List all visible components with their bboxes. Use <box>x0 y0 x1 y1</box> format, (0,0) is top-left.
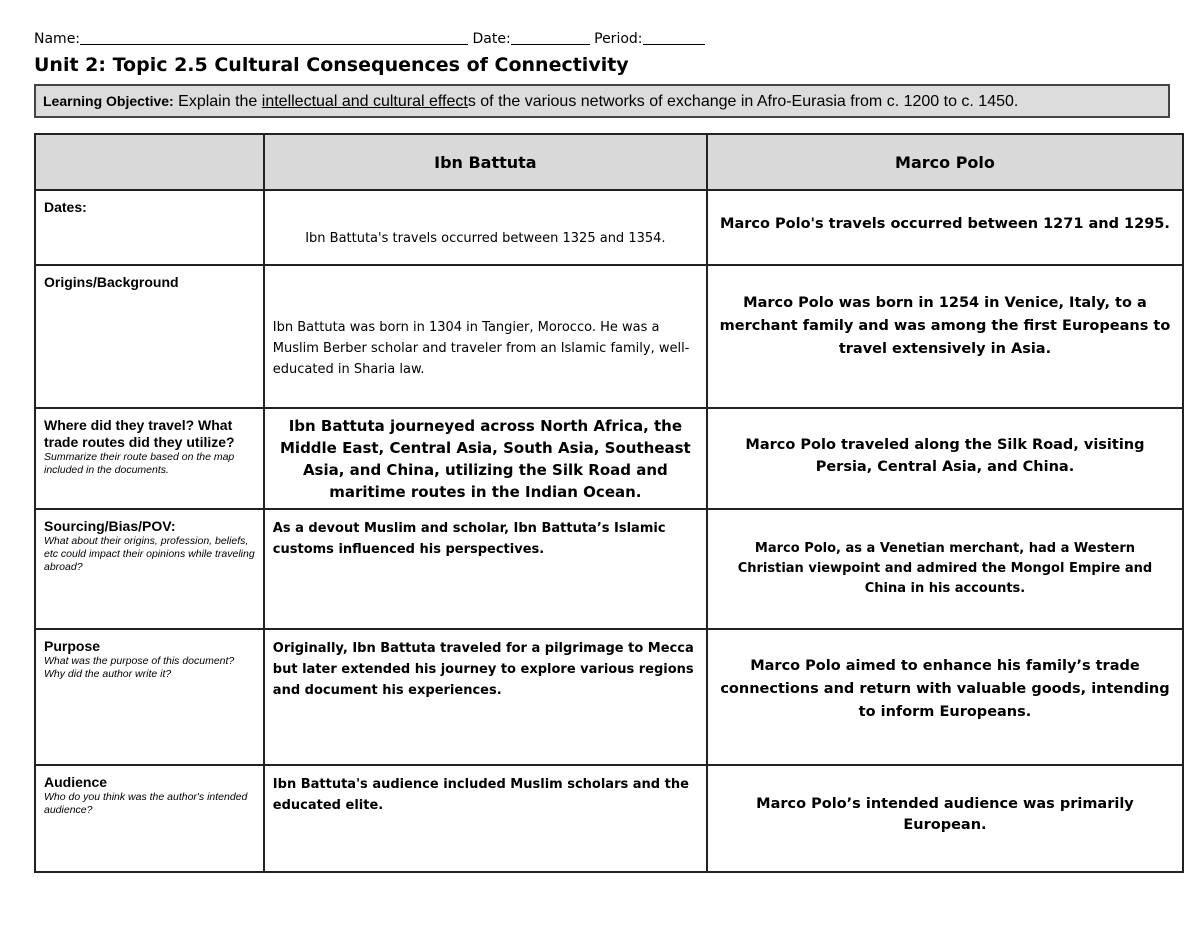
period-blank[interactable] <box>643 30 705 45</box>
ibn-dates-cell[interactable]: Ibn Battuta's travels occurred between 1325 and 1354. <box>264 190 707 265</box>
page-title: Unit 2: Topic 2.5 Cultural Consequences of Connectivity <box>34 54 629 76</box>
comparison-table <box>34 133 1184 873</box>
row-label-audience <box>35 765 264 872</box>
row-label-text: Origins/Background <box>44 274 179 290</box>
row-label-text: Sourcing/Bias/POV: <box>44 518 176 534</box>
row-label-hint: What about their origins, profession, beliefs, etc could impact their opinions while traveling abroad? <box>44 535 255 573</box>
row-label-hint: What was the purpose of this document? Why did the author write it? <box>44 655 235 680</box>
table-row <box>35 629 1183 765</box>
row-label-text: Dates: <box>44 199 87 215</box>
date-label: Date: <box>472 31 511 47</box>
ibn-purpose-cell[interactable]: Originally, Ibn Battuta traveled for a pilgrimage to Mecca but later extended his journey to explore various regions and document his experiences. <box>264 629 707 765</box>
polo-origins-cell[interactable]: Marco Polo was born in 1254 in Venice, Italy, to a merchant family and was among the first Europeans to travel extensively in Asia. <box>707 265 1183 408</box>
row-label-sourcing <box>35 509 264 629</box>
table-row <box>35 190 1183 265</box>
polo-audience-cell[interactable]: Marco Polo’s intended audience was primarily European. <box>707 765 1183 872</box>
row-label-text: Where did they travel? What trade routes did they utilize? <box>44 417 235 450</box>
polo-travel-cell[interactable]: Marco Polo traveled along the Silk Road, visiting Persia, Central Asia, and China. <box>707 408 1183 509</box>
row-label-text: Purpose <box>44 638 101 654</box>
student-info-line <box>34 30 705 47</box>
date-blank[interactable] <box>511 30 590 45</box>
name-blank[interactable] <box>80 30 468 45</box>
ibn-travel-cell[interactable]: Ibn Battuta journeyed across North Africa, the Middle East, Central Asia, South Asia, Southeast Asia, and China, utilizing the Silk Road and maritime routes in the Indian Ocean. <box>264 408 707 509</box>
table-row <box>35 765 1183 872</box>
period-label: Period: <box>594 31 643 47</box>
ibn-origins-cell[interactable]: Ibn Battuta was born in 1304 in Tangier, Morocco. He was a Muslim Berber scholar and traveler from an Islamic family, well-educated in Sharia law. <box>264 265 707 408</box>
ibn-sourcing-cell[interactable]: As a devout Muslim and scholar, Ibn Battuta’s Islamic customs influenced his perspectives. <box>264 509 707 629</box>
ibn-audience-cell[interactable]: Ibn Battuta's audience included Muslim scholars and the educated elite. <box>264 765 707 872</box>
table-row <box>35 408 1183 509</box>
row-label-hint: Summarize their route based on the map included in the documents. <box>44 451 235 476</box>
row-label-hint: Who do you think was the author's intended audience? <box>44 791 248 816</box>
objective-text-before: Explain the <box>178 93 262 110</box>
polo-dates-cell[interactable]: Marco Polo's travels occurred between 1271 and 1295. <box>707 190 1183 265</box>
table-row <box>35 265 1183 408</box>
corner-header-cell <box>35 134 264 190</box>
marco-polo-header: Marco Polo <box>707 134 1183 190</box>
polo-sourcing-cell[interactable]: Marco Polo, as a Venetian merchant, had a Western Christian viewpoint and admired the Mongol Empire and China in his accounts. <box>707 509 1183 629</box>
polo-purpose-cell[interactable]: Marco Polo aimed to enhance his family’s trade connections and return with valuable goods, intending to inform Europeans. <box>707 629 1183 765</box>
objective-text-after: s of the various networks of exchange in Afro-Eurasia from c. 1200 to c. 1450. <box>467 93 1019 110</box>
ibn-battuta-header: Ibn Battuta <box>264 134 707 190</box>
row-label-origins <box>35 265 264 408</box>
row-label-dates <box>35 190 264 265</box>
row-label-purpose <box>35 629 264 765</box>
objective-underlined-text: intellectual and cultural effect <box>261 93 468 110</box>
objective-label: Learning Objective: <box>43 93 174 109</box>
learning-objective-box <box>34 84 1170 118</box>
table-row <box>35 509 1183 629</box>
table-header-row <box>35 134 1183 190</box>
name-label: Name: <box>34 31 81 47</box>
row-label-text: Audience <box>44 774 108 790</box>
row-label-travel <box>35 408 264 509</box>
